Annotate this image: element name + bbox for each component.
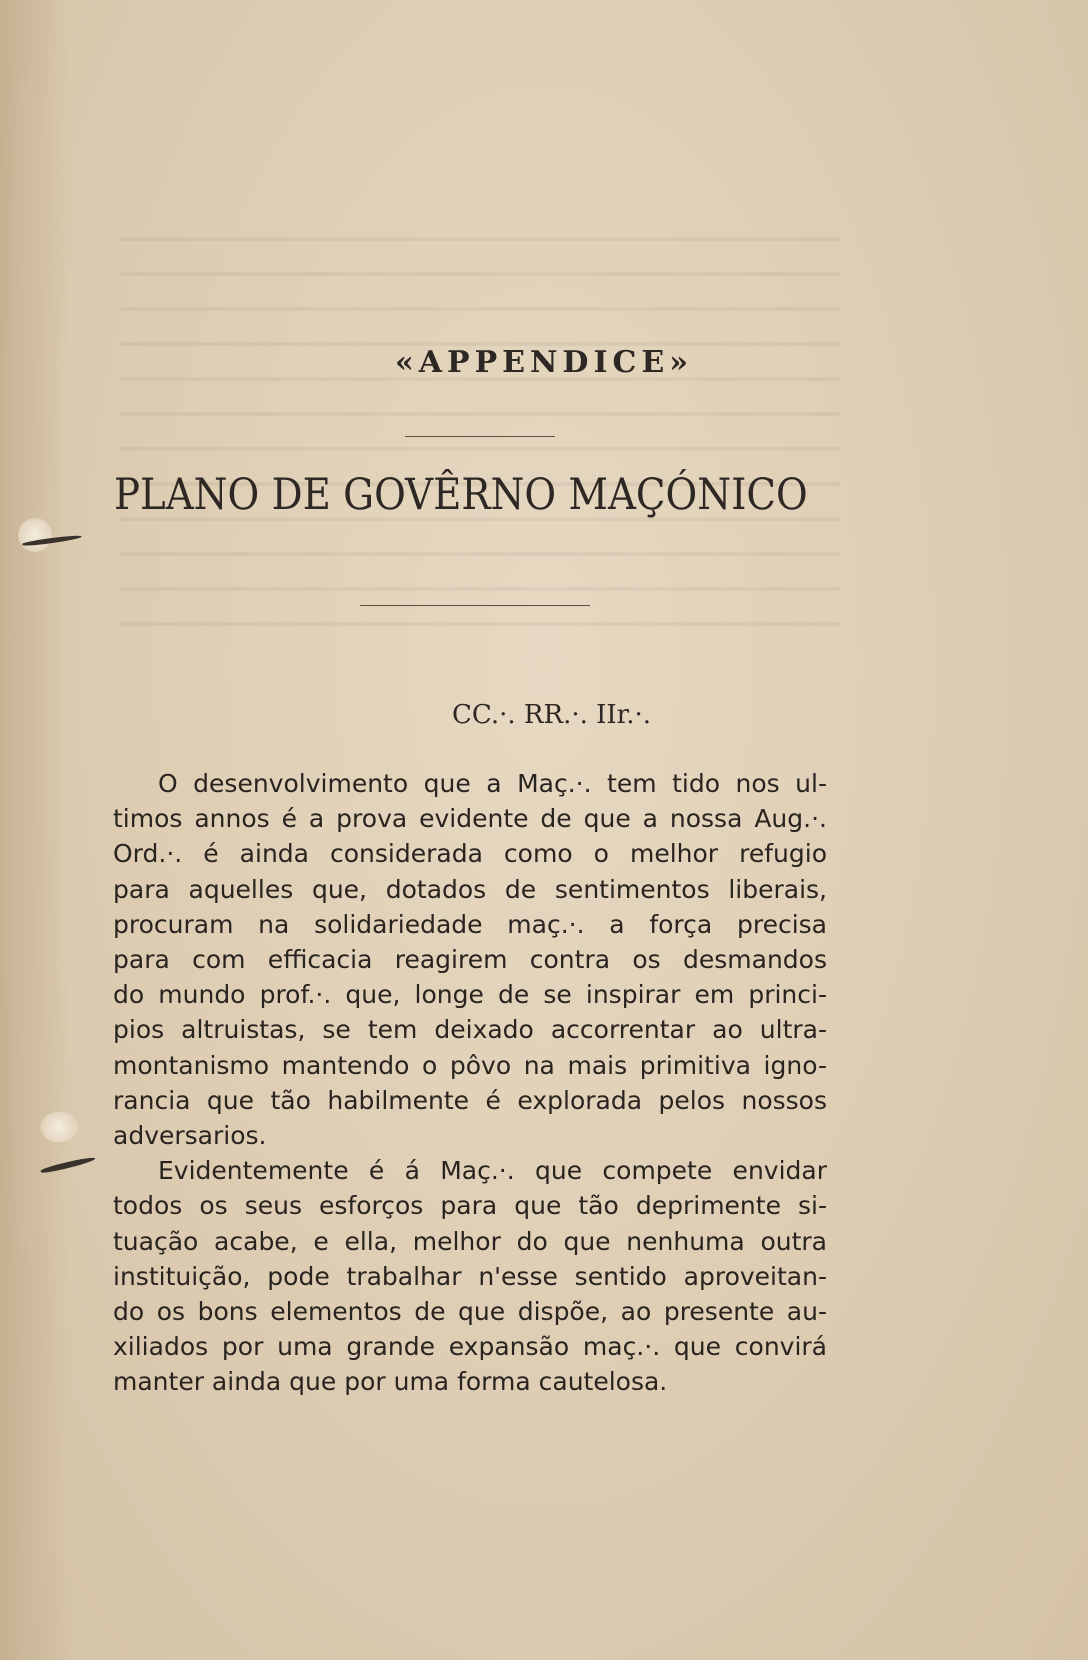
text-line: para com efficacia reagirem contra os desmandos [113,945,827,975]
paragraph-1 [113,766,827,1153]
punch-hole [40,1112,78,1142]
text-line: tuação acabe, e ella, melhor do que nenhuma outra [113,1226,827,1256]
appendix-heading: «APPENDICE» [395,345,693,380]
text-line: procuram na solidariedade maç.·. a força precisa [113,909,827,939]
text-line: Evidentemente é á Maç.·. que compete envidar [158,1156,827,1186]
salutation: CC.·. RR.·. IIr.·. [452,700,652,730]
punch-hole [18,518,52,552]
text-line: todos os seus esforços para que tão deprimente si- [113,1191,827,1221]
text-line: xiliados por uma grande expansão maç.·. que convirá [113,1332,827,1362]
page-edge-shading [0,0,70,1660]
text-line: Ord.·. é ainda considerada como o melhor refugio [113,839,827,869]
title-divider [360,605,590,606]
text-line: do mundo prof.·. que, longe de se inspirar em princi- [113,980,827,1010]
show-through-text [120,215,840,635]
text-line: instituição, pode trabalhar n'esse sentido aproveitan- [113,1261,827,1291]
text-line: do os bons elementos de que dispõe, ao presente au- [113,1297,827,1327]
text-line: rancia que tão habilmente é explorada pelos nossos [113,1085,827,1115]
paragraph-2 [113,1153,827,1399]
text-line: montanismo mantendo o pôvo na mais primitiva igno- [113,1050,827,1080]
heading-divider [405,436,555,437]
text-line: O desenvolvimento que a Maç.·. tem tido nos ul- [158,769,827,798]
text-line: adversarios. [113,1121,267,1151]
document-title: PLANO DE GOVÊRNO MAÇÓNICO [114,470,808,520]
text-line: timos annos é a prova evidente de que a nossa Aug.·. [113,804,827,834]
body-text [113,766,827,1400]
text-line: pios altruistas, se tem deixado accorrentar ao ultra- [113,1015,827,1045]
text-line: para aquelles que, dotados de sentimentos liberais, [113,874,827,904]
text-line: manter ainda que por uma forma cautelosa. [113,1367,668,1397]
